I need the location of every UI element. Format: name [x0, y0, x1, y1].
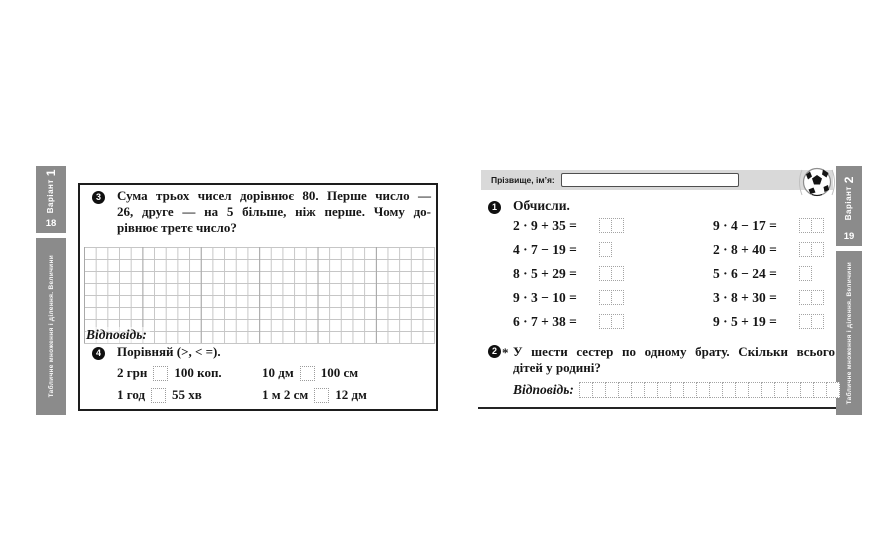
compare-left: 1 год [117, 387, 146, 402]
comparison-row-2 [117, 387, 367, 403]
problem4-title: Порівняй (>, < =). [117, 344, 221, 359]
answer-cell[interactable] [811, 314, 824, 329]
problem3-line3: рівнює третє число? [117, 220, 237, 235]
problem2-star: * [502, 345, 509, 360]
variant-number: 1 [44, 169, 58, 177]
expression: 2 · 9 + 35 = [513, 217, 577, 233]
comparison-pair [262, 365, 358, 381]
left-section-wrap [36, 238, 66, 415]
problem1-title: Обчисли. [513, 198, 570, 213]
right-page-number: 19 [843, 231, 855, 242]
answer-cells-strip[interactable] [580, 382, 840, 398]
expression: 9 · 3 − 10 = [513, 289, 577, 305]
problem2-number-badge [488, 345, 509, 361]
comparison-pair [117, 387, 262, 403]
answer-cell[interactable] [826, 382, 840, 398]
problem3-line2: 26, друге — на 5 більше, ніж перше. Чому до- [117, 204, 431, 219]
answer-cell[interactable] [618, 382, 632, 398]
expression-row [513, 265, 624, 282]
answer-cell[interactable] [579, 382, 593, 398]
answer-cell[interactable] [696, 382, 710, 398]
answer-label: Відповідь: [513, 382, 574, 397]
answer-cells[interactable] [600, 266, 624, 281]
expression: 4 · 7 − 19 = [513, 241, 577, 257]
expression-row [713, 217, 824, 234]
answer-cell[interactable] [813, 382, 827, 398]
problem-number: 1 [488, 201, 501, 214]
answer-cell[interactable] [605, 382, 619, 398]
right-variant-tab [836, 166, 862, 246]
problem3-number-badge [92, 191, 105, 204]
answer-cell[interactable] [670, 382, 684, 398]
compare-right: 100 коп. [174, 365, 222, 380]
compare-left: 2 грн [117, 365, 148, 380]
answer-cell[interactable] [800, 382, 814, 398]
right-section-title: Табличне множення і ділення. Величини [845, 261, 853, 405]
answer-cell[interactable] [811, 218, 824, 233]
compare-answer-box[interactable] [153, 366, 168, 381]
left-section-tab [36, 238, 66, 415]
answer-cell[interactable] [611, 266, 624, 281]
compare-right: 55 хв [172, 387, 202, 402]
answer-cell[interactable] [683, 382, 697, 398]
compare-answer-box[interactable] [314, 388, 329, 403]
answer-cell[interactable] [722, 382, 736, 398]
answer-cell[interactable] [599, 242, 612, 257]
problem-number: 3 [92, 191, 105, 204]
compare-answer-box[interactable] [151, 388, 166, 403]
expression: 6 · 7 + 38 = [513, 313, 577, 329]
answer-cell[interactable] [787, 382, 801, 398]
expression-row [713, 241, 824, 258]
answer-cells[interactable] [800, 314, 824, 329]
problem2-text [513, 344, 835, 376]
answer-cells[interactable] [800, 266, 812, 281]
expression: 8 · 5 + 29 = [513, 265, 577, 281]
answer-cell[interactable] [592, 382, 606, 398]
answer-cell[interactable] [761, 382, 775, 398]
comparison-pair [262, 387, 367, 403]
name-label: Прізвище, ім’я: [491, 175, 555, 185]
variant-word: Варіант [844, 186, 853, 221]
answer-cell[interactable] [774, 382, 788, 398]
answer-cell[interactable] [631, 382, 645, 398]
left-variant-tab [36, 166, 66, 233]
problem3-text [117, 188, 431, 236]
compare-right: 12 дм [335, 387, 367, 402]
expression: 9 · 5 + 19 = [713, 313, 777, 329]
expression: 5 · 6 − 24 = [713, 265, 777, 281]
problem-number: 2 [488, 345, 501, 358]
problem1-right-column [713, 217, 824, 337]
problem3-line1: Сума трьох чисел дорівнює 80. Перше число — [117, 188, 431, 203]
right-variant-label [842, 176, 856, 220]
expression-row [513, 289, 624, 306]
right-section-wrap [836, 251, 862, 415]
compare-left: 10 дм [262, 365, 294, 380]
expression-row [713, 289, 824, 306]
expression: 3 · 8 + 30 = [713, 289, 777, 305]
name-input[interactable] [561, 173, 739, 187]
answer-cell[interactable] [611, 218, 624, 233]
compare-right: 100 см [320, 365, 359, 380]
answer-cell[interactable] [735, 382, 749, 398]
problem2-line2: дітей у родині? [513, 360, 601, 375]
answer-label: Відповідь: [86, 327, 150, 343]
answer-cells[interactable] [800, 290, 824, 305]
problem4-number-badge [92, 347, 105, 360]
answer-cell[interactable] [644, 382, 658, 398]
soccer-ball-icon [795, 161, 839, 205]
problem1-left-column [513, 217, 624, 337]
right-page-bottom-rule [478, 407, 836, 409]
variant-number: 2 [842, 175, 856, 184]
answer-cell[interactable] [657, 382, 671, 398]
answer-cells[interactable] [800, 242, 824, 257]
answer-cell[interactable] [811, 242, 824, 257]
left-variant-label [44, 169, 58, 213]
answer-cell[interactable] [811, 290, 824, 305]
expression-row [513, 241, 624, 258]
answer-cell[interactable] [611, 314, 624, 329]
expression-row [713, 265, 824, 282]
name-header-bar [481, 170, 833, 190]
problem2-answer-row [513, 382, 840, 398]
expression-row [513, 217, 624, 234]
answer-cells[interactable] [600, 314, 624, 329]
expression-row [713, 313, 824, 330]
answer-cell[interactable] [611, 290, 624, 305]
left-section-title: Табличне множення і ділення. Величини [47, 255, 55, 398]
answer-cells[interactable] [600, 242, 612, 257]
problem1-number-badge [488, 201, 501, 214]
answer-cells[interactable] [800, 218, 824, 233]
working-grid[interactable] [84, 247, 435, 344]
problem-number: 4 [92, 347, 105, 360]
compare-left: 1 м 2 см [262, 387, 309, 402]
expression: 9 · 4 − 17 = [713, 217, 777, 233]
left-page-number: 18 [45, 218, 57, 229]
problem2-line1: У шести сестер по одному брату. Скільки всього [513, 344, 835, 359]
answer-cell[interactable] [799, 266, 812, 281]
comparison-pair [117, 365, 262, 381]
compare-answer-box[interactable] [300, 366, 315, 381]
variant-word: Варіант [46, 179, 55, 214]
expression-row [513, 313, 624, 330]
answer-cell[interactable] [748, 382, 762, 398]
answer-cells[interactable] [600, 218, 624, 233]
comparison-row-1 [117, 365, 358, 381]
answer-cells[interactable] [600, 290, 624, 305]
answer-cell[interactable] [709, 382, 723, 398]
expression: 2 · 8 + 40 = [713, 241, 777, 257]
right-section-tab [836, 251, 862, 415]
